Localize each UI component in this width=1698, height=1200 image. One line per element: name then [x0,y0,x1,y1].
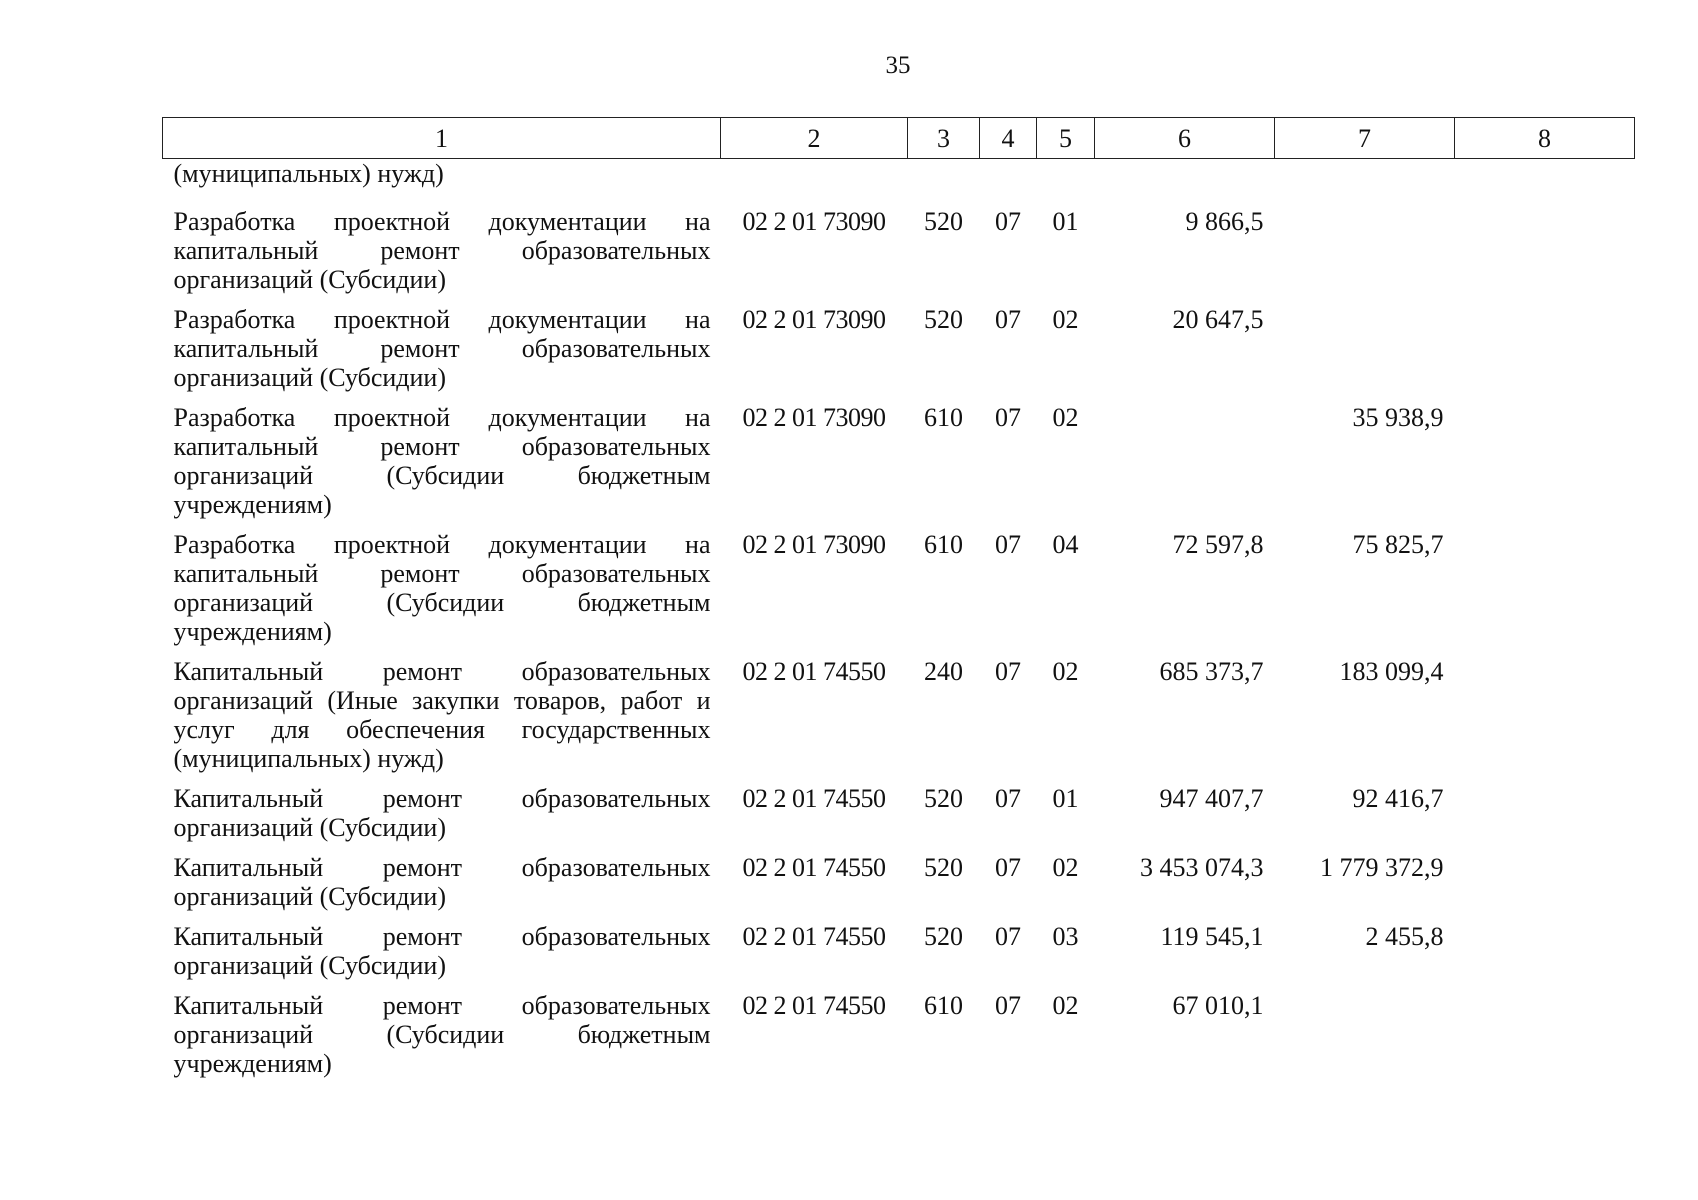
row-col-8 [1455,530,1635,657]
table-row [163,853,1635,922]
row-col-4: 07 [995,530,1021,559]
table-row [163,530,1635,657]
header-col-5: 5 [1037,118,1095,159]
row-col-8 [1455,991,1635,1089]
row-name: Разработка проектной документации на капитальный ремонт образовательных организаций (Субсидии) [173,207,711,294]
row-col-3: 520 [924,922,963,951]
page-number: 35 [885,52,911,79]
row-col-3: 520 [924,853,963,882]
table-header [163,118,1635,159]
row-col-3: 240 [924,657,963,686]
row-code: 02 2 01 73090 [742,403,886,432]
continuation-text: (муниципальных) нужд) [173,159,444,188]
row-code: 02 2 01 74550 [742,991,886,1020]
table-row [163,207,1635,305]
header-col-8: 8 [1455,118,1635,159]
table-row [163,403,1635,530]
row-col-6: 67 010,1 [1172,991,1264,1020]
row-code: 02 2 01 73090 [742,207,886,236]
table-row [163,784,1635,853]
row-col-3: 610 [924,403,963,432]
row-code: 02 2 01 74550 [742,853,886,882]
row-col-8 [1455,305,1635,403]
row-col-5: 03 [1052,922,1079,951]
row-col-6: 119 545,1 [1160,922,1264,951]
row-col-4: 07 [995,657,1021,686]
row-col-3: 520 [924,207,963,236]
header-col-7: 7 [1275,118,1455,159]
row-col-7: 75 825,7 [1352,530,1444,559]
row-code: 02 2 01 73090 [742,530,886,559]
row-col-6 [1095,403,1275,530]
row-code: 02 2 01 74550 [742,922,886,951]
header-col-1: 1 [163,118,721,159]
row-col-5: 02 [1052,403,1079,432]
row-col-7 [1275,305,1455,403]
table-row [163,991,1635,1089]
row-col-6: 72 597,8 [1172,530,1264,559]
row-col-8 [1455,207,1635,305]
row-col-7: 2 455,8 [1365,922,1444,951]
table-row [163,922,1635,991]
row-name: Разработка проектной документации на капитальный ремонт образовательных организаций (Субсидии бюджетным учреждениям) [173,530,711,646]
row-col-6: 947 407,7 [1159,784,1264,813]
header-col-2: 2 [721,118,908,159]
row-name: Капитальный ремонт образовательных организаций (Субсидии) [173,853,711,911]
row-col-4: 07 [995,207,1021,236]
row-col-4: 07 [995,991,1021,1020]
continuation-row [163,159,1635,208]
row-col-5: 02 [1052,657,1079,686]
row-col-5: 02 [1052,305,1079,334]
row-col-6: 20 647,5 [1172,305,1264,334]
row-name: Разработка проектной документации на капитальный ремонт образовательных организаций (Субсидии бюджетным учреждениям) [173,403,711,519]
row-col-8 [1455,853,1635,922]
row-name: Капитальный ремонт образовательных организаций (Субсидии бюджетным учреждениям) [173,991,711,1078]
row-col-7: 183 099,4 [1339,657,1444,686]
row-col-5: 02 [1052,991,1079,1020]
row-col-4: 07 [995,305,1021,334]
row-col-3: 610 [924,991,963,1020]
row-name: Капитальный ремонт образовательных организаций (Субсидии) [173,784,711,842]
row-col-4: 07 [995,922,1021,951]
row-name: Капитальный ремонт образовательных организаций (Иные закупки товаров, работ и услуг для обеспечения государственных (муниципальных) нужд) [173,657,711,773]
row-col-8 [1455,657,1635,784]
row-col-4: 07 [995,784,1021,813]
table-body [163,159,1635,1090]
row-code: 02 2 01 74550 [742,784,886,813]
row-col-5: 01 [1052,207,1079,236]
row-col-8 [1455,922,1635,991]
row-name: Капитальный ремонт образовательных организаций (Субсидии) [173,922,711,980]
header-col-4: 4 [980,118,1037,159]
row-code: 02 2 01 74550 [742,657,886,686]
row-col-3: 610 [924,530,963,559]
row-col-6: 9 866,5 [1185,207,1264,236]
row-col-3: 520 [924,305,963,334]
row-col-8 [1455,403,1635,530]
budget-table [162,117,1635,1089]
row-col-4: 07 [995,853,1021,882]
row-col-5: 01 [1052,784,1079,813]
header-col-3: 3 [908,118,980,159]
row-col-7 [1275,207,1455,305]
row-col-7: 1 779 372,9 [1320,853,1444,882]
row-col-7: 92 416,7 [1352,784,1444,813]
row-col-4: 07 [995,403,1021,432]
header-row [163,118,1635,159]
row-col-3: 520 [924,784,963,813]
row-code: 02 2 01 73090 [742,305,886,334]
table-row [163,305,1635,403]
table-row [163,657,1635,784]
row-col-7: 35 938,9 [1352,403,1444,432]
row-name: Разработка проектной документации на капитальный ремонт образовательных организаций (Субсидии) [173,305,711,392]
row-col-6: 3 453 074,3 [1140,853,1264,882]
budget-table-container [162,117,1635,1089]
row-col-7 [1275,991,1455,1089]
row-col-5: 02 [1052,853,1079,882]
row-col-8 [1455,784,1635,853]
row-col-6: 685 373,7 [1159,657,1264,686]
header-col-6: 6 [1095,118,1275,159]
row-col-5: 04 [1052,530,1079,559]
